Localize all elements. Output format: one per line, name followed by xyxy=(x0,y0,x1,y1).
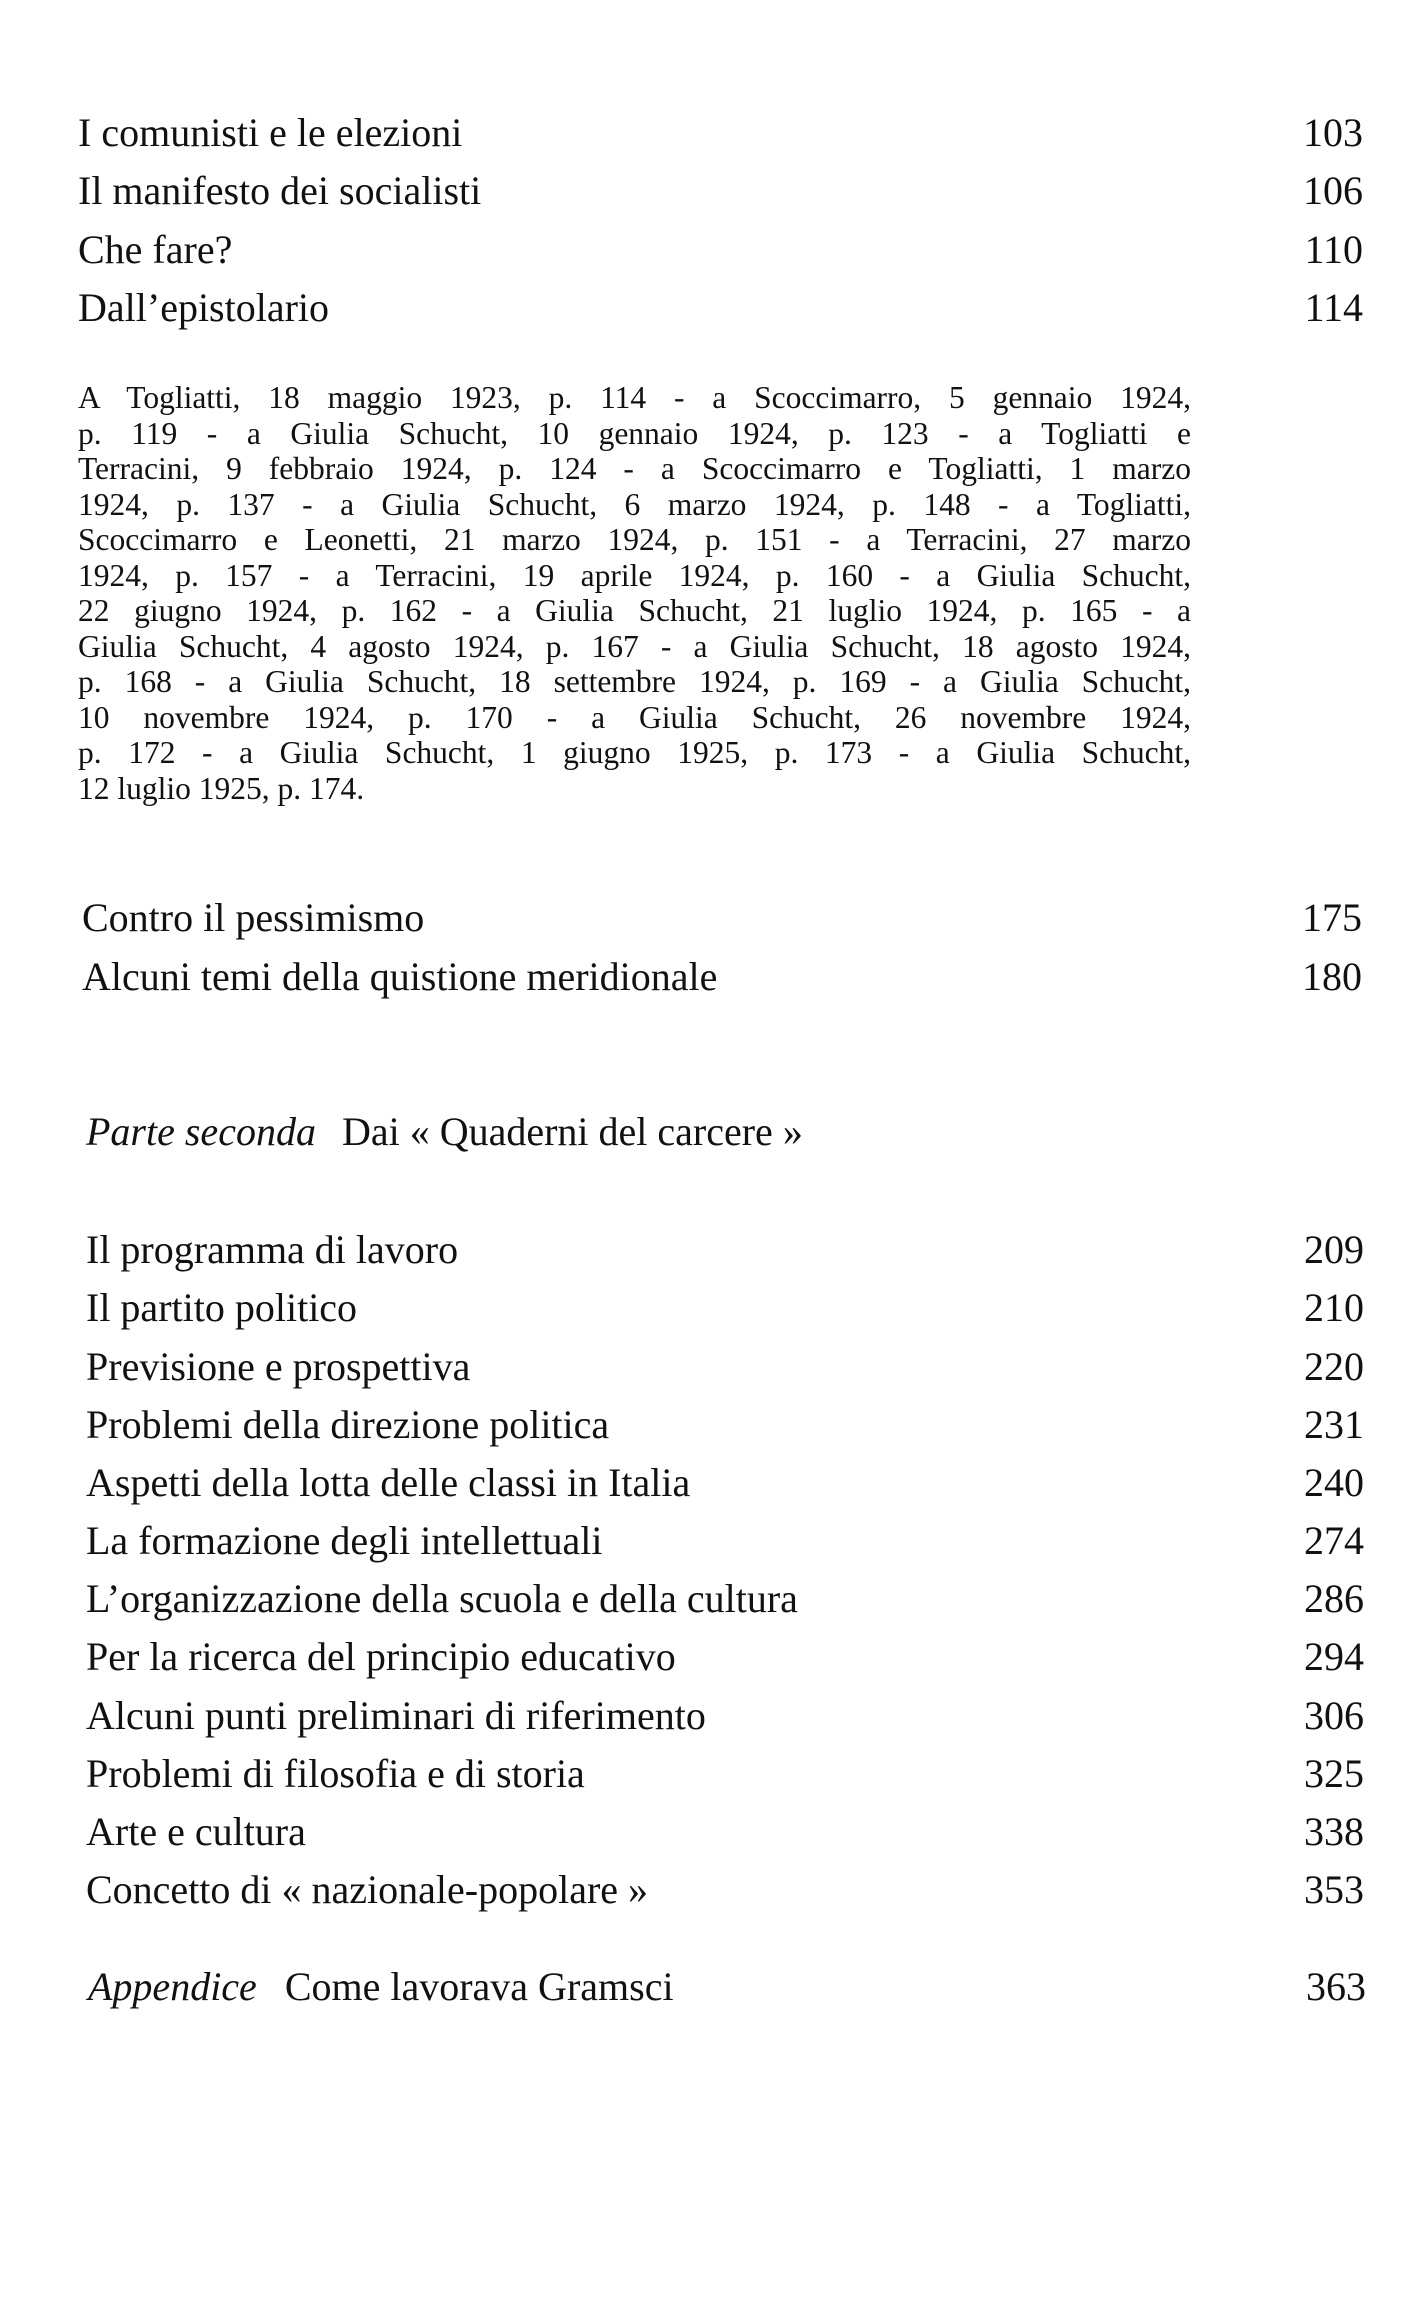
toc-entry xyxy=(78,108,1363,158)
toc-entry-page: 240 xyxy=(1304,1460,1364,1505)
toc-entry xyxy=(86,1807,1364,1857)
toc-entry xyxy=(86,1632,1364,1682)
toc-entry-page: 325 xyxy=(1304,1751,1364,1796)
toc-entry-title: Previsione e prospettiva xyxy=(86,1344,471,1389)
epistolario-list xyxy=(78,380,1191,806)
toc-entry-page: 175 xyxy=(1302,895,1362,940)
toc-entry-page: 286 xyxy=(1304,1576,1364,1621)
toc-entry xyxy=(86,1865,1364,1915)
toc-entry-title: Che fare? xyxy=(78,227,233,272)
toc-entry-page: 110 xyxy=(1304,227,1363,272)
toc-entry xyxy=(86,1225,1364,1275)
toc-entry xyxy=(82,893,1362,943)
toc-entry-title: Per la ricerca del principio educativo xyxy=(86,1634,676,1679)
toc-entry xyxy=(86,1283,1364,1333)
part-heading xyxy=(86,1106,803,1158)
toc-entry xyxy=(86,1516,1364,1566)
appendix-label: Appendice xyxy=(88,1964,257,2009)
toc-entry-title: L’organizzazione della scuola e della cultura xyxy=(86,1576,798,1621)
epistolario-line: Terracini, 9 febbraio 1924, p. 124 - a Scoccimarro e Togliatti, 1 marzo xyxy=(78,451,1191,486)
toc-entry xyxy=(78,283,1363,333)
part-title: Dai « Quaderni del carcere » xyxy=(341,1109,803,1154)
toc-entry-title: Contro il pessimismo xyxy=(82,895,425,940)
appendix-entry xyxy=(88,1961,1366,2013)
toc-entry xyxy=(86,1400,1364,1450)
toc-entry xyxy=(86,1342,1364,1392)
toc-entry-title: I comunisti e le elezioni xyxy=(78,110,463,155)
toc-entry xyxy=(86,1458,1364,1508)
epistolario-line: 22 giugno 1924, p. 162 - a Giulia Schucht, 21 luglio 1924, p. 165 - a xyxy=(78,593,1191,628)
epistolario-line: p. 172 - a Giulia Schucht, 1 giugno 1925, p. 173 - a Giulia Schucht, xyxy=(78,735,1191,770)
epistolario-line: p. 168 - a Giulia Schucht, 18 settembre 1924, p. 169 - a Giulia Schucht, xyxy=(78,664,1191,699)
toc-entry-page: 306 xyxy=(1304,1693,1364,1738)
toc-entry-title: Alcuni temi della quistione meridionale xyxy=(82,954,718,999)
toc-entry-page: 353 xyxy=(1304,1867,1364,1912)
toc-entry-title: Il manifesto dei socialisti xyxy=(78,168,482,213)
toc-entry-title: Il partito politico xyxy=(86,1285,358,1330)
toc-entry-title: Problemi della direzione politica xyxy=(86,1402,610,1447)
epistolario-line: 12 luglio 1925, p. 174. xyxy=(78,770,365,806)
toc-entry-page: 106 xyxy=(1303,168,1363,213)
toc-entry-title: Alcuni punti preliminari di riferimento xyxy=(86,1693,706,1738)
epistolario-line: A Togliatti, 18 maggio 1923, p. 114 - a Scoccimarro, 5 gennaio 1924, xyxy=(78,380,1191,415)
toc-entry-page: 180 xyxy=(1302,954,1362,999)
epistolario-line: p. 119 - a Giulia Schucht, 10 gennaio 1924, p. 123 - a Togliatti e xyxy=(78,415,1191,451)
toc-entry-title: Problemi di filosofia e di storia xyxy=(86,1751,585,1796)
appendix-page: 363 xyxy=(1306,1964,1366,2009)
toc-entry-title: Concetto di « nazionale-popolare » xyxy=(86,1867,649,1912)
toc-entry xyxy=(82,952,1362,1002)
toc-entry-page: 274 xyxy=(1304,1518,1364,1563)
toc-entry-page: 103 xyxy=(1303,110,1363,155)
epistolario-line: 1924, p. 157 - a Terracini, 19 aprile 1924, p. 160 - a Giulia Schucht, xyxy=(78,557,1191,593)
epistolario-line: Giulia Schucht, 4 agosto 1924, p. 167 - a Giulia Schucht, 18 agosto 1924, xyxy=(78,628,1191,664)
epistolario-line: 10 novembre 1924, p. 170 - a Giulia Schucht, 26 novembre 1924, xyxy=(78,699,1191,735)
toc-entry-page: 220 xyxy=(1304,1344,1364,1389)
toc-entry xyxy=(86,1574,1364,1624)
toc-entry xyxy=(78,166,1363,216)
toc-entry-page: 294 xyxy=(1304,1634,1364,1679)
toc-entry-title: Dall’epistolario xyxy=(78,285,330,330)
toc-entry-page: 338 xyxy=(1304,1809,1364,1854)
toc-entry-page: 210 xyxy=(1304,1285,1364,1330)
toc-entry-title: Arte e cultura xyxy=(86,1809,306,1854)
toc-entry-page: 231 xyxy=(1304,1402,1364,1447)
toc-entry-page: 209 xyxy=(1304,1227,1364,1272)
part-label: Parte seconda xyxy=(86,1109,316,1154)
toc-entry xyxy=(86,1691,1364,1741)
epistolario-line: Scoccimarro e Leonetti, 21 marzo 1924, p. 151 - a Terracini, 27 marzo xyxy=(78,522,1191,557)
appendix-title: Come lavorava Gramsci xyxy=(284,1964,674,2009)
toc-entry-title: La formazione degli intellettuali xyxy=(86,1518,603,1563)
toc-entry xyxy=(78,225,1363,275)
toc-entry-page: 114 xyxy=(1304,285,1363,330)
toc-entry-title: Il programma di lavoro xyxy=(86,1227,459,1272)
toc-entry xyxy=(86,1749,1364,1799)
epistolario-line: 1924, p. 137 - a Giulia Schucht, 6 marzo 1924, p. 148 - a Togliatti, xyxy=(78,486,1191,522)
toc-entry-title: Aspetti della lotta delle classi in Italia xyxy=(86,1460,691,1505)
